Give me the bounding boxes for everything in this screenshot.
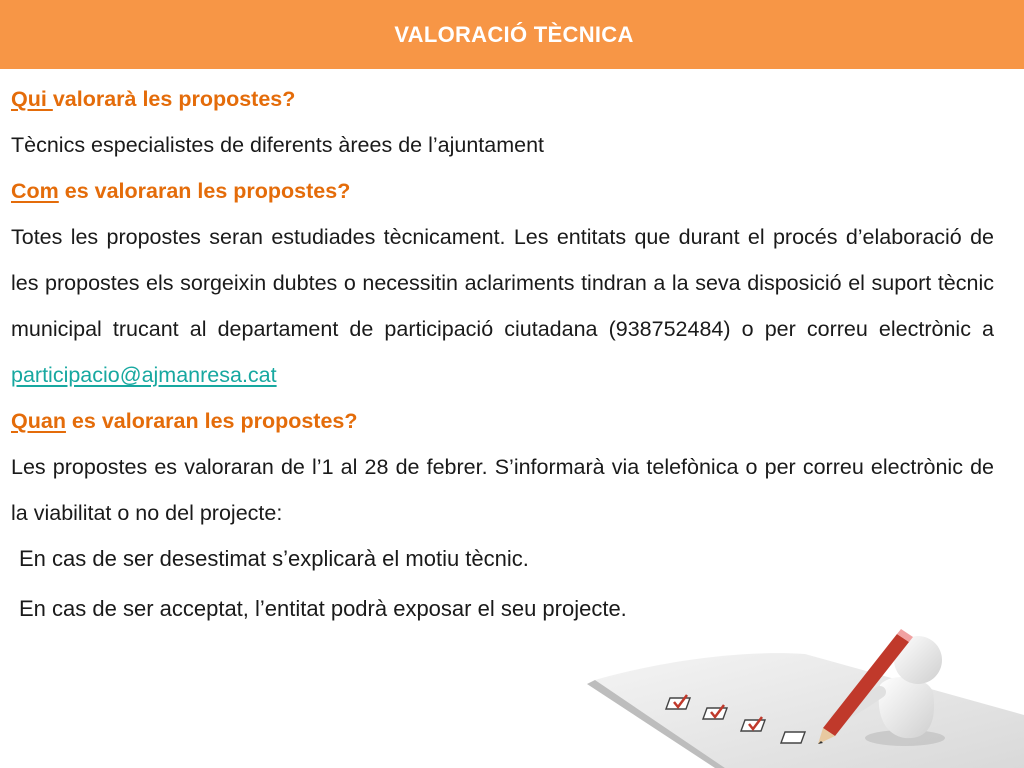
question-how-keyword: Com <box>11 179 59 203</box>
question-when <box>11 398 994 444</box>
question-who <box>11 76 994 122</box>
checkbox-4 <box>781 732 805 743</box>
answer-when: Les propostes es valoraran de l’1 al 28 de febrer. S’informarà via telefònica o per correu electrònic de la viabilitat o no del projecte: <box>11 455 994 525</box>
question-how <box>11 168 994 214</box>
question-who-keyword: Qui <box>11 87 53 111</box>
slide-content <box>11 76 994 632</box>
answer-who: Tècnics especialistes de diferents àrees de l’ajuntament <box>11 133 545 157</box>
question-who-text: valorarà les propostes? <box>52 87 296 111</box>
question-when-text: es valoraran les propostes? <box>65 409 358 433</box>
paper-sheet <box>595 653 1024 768</box>
question-when-keyword: Quan <box>11 409 66 433</box>
email-link[interactable]: participacio@ajmanresa.cat <box>11 363 277 387</box>
question-how-text: es valoraran les propostes? <box>58 179 351 203</box>
page-title: VALORACIÓ TÈCNICA <box>394 21 634 47</box>
answer-how <box>11 214 994 398</box>
bullet-rejected: En cas de ser desestimat s’explicarà el motiu tècnic. <box>19 546 529 571</box>
answer-how-text: Totes les propostes seran estudiades tècnicament. Les entitats que durant el procés d’elaboració de les propostes els sorgeixin dubtes o necessitin aclariments tindran a la seva disposició el suport tècnic municipal trucant al departament de participació ciutadana (938752484) o per correu electrònic a <box>11 225 994 341</box>
checklist-illustration <box>575 620 1024 768</box>
title-bar <box>0 0 1024 69</box>
bullet-accepted: En cas de ser acceptat, l’entitat podrà exposar el seu projecte. <box>19 596 627 621</box>
